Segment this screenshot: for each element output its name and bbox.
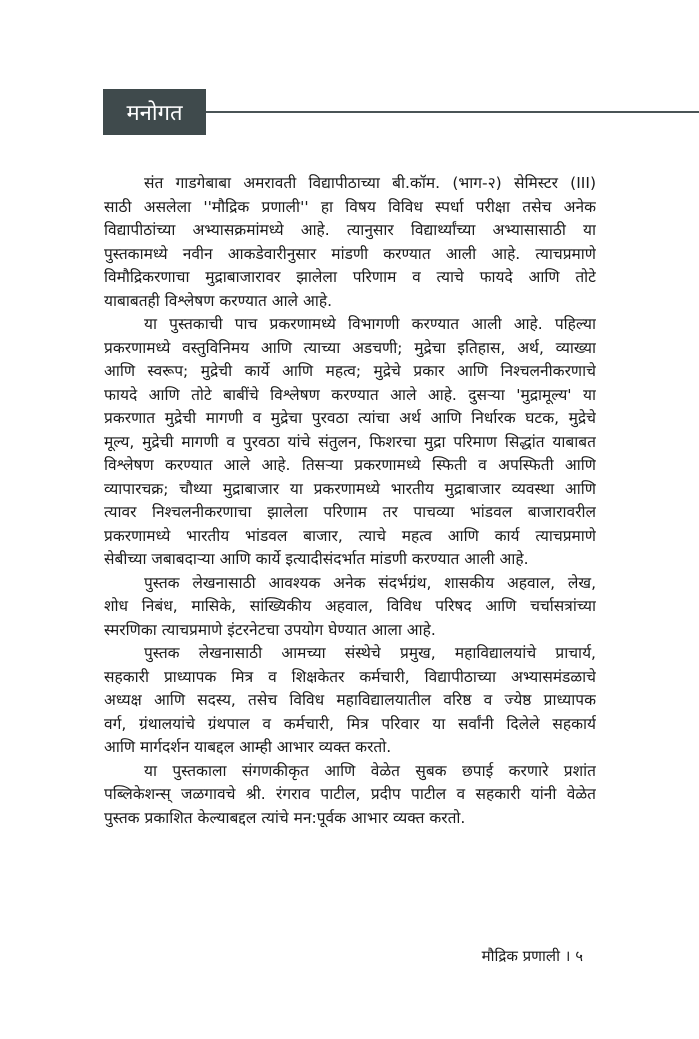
text-line: आणि स्वरूप; मुद्रेची कार्ये आणि महत्व; मुद्रेचे प्रकार आणि निश्चलनीकरणाचे bbox=[104, 362, 596, 380]
text-line: पुस्तक प्रकाशित केल्याबद्दल त्यांचे मन:पूर्वक आभार व्यक्त करतो. bbox=[104, 808, 466, 827]
paragraph bbox=[104, 572, 596, 643]
text-line: प्रकरणामध्ये भारतीय भांडवल बाजार, त्याचे महत्व आणि कार्य त्याचप्रमाणे bbox=[104, 526, 596, 545]
text-line: विमौद्रिकरणाचा मुद्राबाजारावर झालेला परिणाम व त्याचे फायदे आणि तोटे bbox=[104, 268, 596, 286]
heading-rule bbox=[206, 111, 699, 113]
text-line: या पुस्तकाला संगणकीकृत आणि वेळेत सुबक छपाई करणारे प्रशांत bbox=[144, 761, 596, 780]
text-line: अध्यक्ष आणि सदस्य, तसेच विविध महाविद्यालयातील वरिष्ठ व ज्येष्ठ प्राध्यापक bbox=[104, 691, 596, 709]
paragraph bbox=[104, 313, 596, 572]
page-footer: मौद्रिक प्रणाली । ५ bbox=[481, 947, 583, 965]
text-line: पुस्तक लेखनासाठी आवश्यक अनेक संदर्भग्रंथ, शासकीय अहवाल, लेख, bbox=[144, 573, 596, 592]
text-line: मूल्य, मुद्रेची मागणी व पुरवठा यांचे संतुलन, फिशरचा मुद्रा परिमाण सिद्धांत याबाबत bbox=[104, 432, 596, 451]
text-line: पुस्तक लेखनासाठी आमच्या संस्थेचे प्रमुख, महाविद्यालयांचे प्राचार्य, bbox=[144, 644, 596, 662]
text-line: सहकारी प्राध्यापक मित्र व शिक्षकेतर कर्मचारी, विद्यापीठाच्या अभ्यासमंडळाचे bbox=[104, 667, 596, 686]
text-line: प्रकरणात मुद्रेची मागणी व मुद्रेचा पुरवठा त्यांचा अर्थ आणि निर्धारक घटक, मुद्रेचे bbox=[104, 409, 596, 427]
paragraph bbox=[104, 642, 596, 760]
preface-body bbox=[104, 172, 596, 830]
text-line: स्मरणिका त्याचप्रमाणे इंटरनेटचा उपयोग घेण्यात आला आहे. bbox=[104, 620, 436, 639]
text-line: फायदे आणि तोटे बाबींचे विश्लेषण करण्यात आले आहे. दुसऱ्या 'मुद्रामूल्य' या bbox=[104, 385, 596, 404]
section-title: मनोगत bbox=[126, 101, 183, 126]
text-line: शोध निबंध, मासिके, सांख्यिकीय अहवाल, विविध परिषद आणि चर्चासत्रांच्या bbox=[104, 597, 596, 615]
text-line: पुस्तकामध्ये नवीन आकडेवारीनुसार मांडणी करण्यात आली आहे. त्याचप्रमाणे bbox=[104, 244, 596, 263]
paragraph bbox=[104, 172, 596, 313]
text-line: वर्ग, ग्रंथालयांचे ग्रंथपाल व कर्मचारी, मित्र परिवार या सर्वांनी दिलेले सहकार्य bbox=[104, 714, 596, 733]
text-line: पब्लिकेशन्स् जळगावचे श्री. रंगराव पाटील, प्रदीप पाटील व सहकारी यांनी वेळेत bbox=[104, 785, 596, 803]
text-line: व्यापारचक्र; चौथ्या मुद्राबाजार या प्रकरणामध्ये भारतीय मुद्राबाजार व्यवस्था आणि bbox=[104, 479, 596, 498]
paragraph bbox=[104, 760, 596, 831]
text-line: विश्लेषण करण्यात आले आहे. तिसऱ्या प्रकरणामध्ये स्फिती व अपस्फिती आणि bbox=[104, 456, 596, 474]
text-line: याबाबतही विश्लेषण करण्यात आले आहे. bbox=[104, 291, 332, 310]
text-line: प्रकरणामध्ये वस्तुविनिमय आणि त्याच्या अडचणी; मुद्रेचा इतिहास, अर्थ, व्याख्या bbox=[104, 338, 596, 357]
text-line: त्यावर निश्चलनीकरणाचा झालेला परिणाम तर पाचव्या भांडवल बाजारावरील bbox=[104, 503, 596, 521]
text-line: या पुस्तकाची पाच प्रकरणामध्ये विभागणी करण्यात आली आहे. पहिल्या bbox=[144, 315, 596, 333]
text-line: सेबीच्या जबाबदाऱ्या आणि कार्ये इत्यादीसंदर्भात मांडणी करण्यात आली आहे. bbox=[104, 550, 529, 568]
text-line: संत गाडगेबाबा अमरावती विद्यापीठाच्या बी.कॉम. (भाग-२) सेमिस्टर (III) bbox=[144, 174, 596, 192]
section-heading bbox=[103, 89, 206, 135]
text-line: विद्यापीठांच्या अभ्यासक्रमांमध्ये आहे. त्यानुसार विद्यार्थ्यांच्या अभ्यासासाठी या bbox=[104, 221, 596, 239]
text-line: साठी असलेला ''मौद्रिक प्रणाली'' हा विषय विविध स्पर्धा परीक्षा तसेच अनेक bbox=[104, 197, 596, 216]
text-line: आणि मार्गदर्शन याबद्दल आम्ही आभार व्यक्त करतो. bbox=[104, 738, 392, 756]
